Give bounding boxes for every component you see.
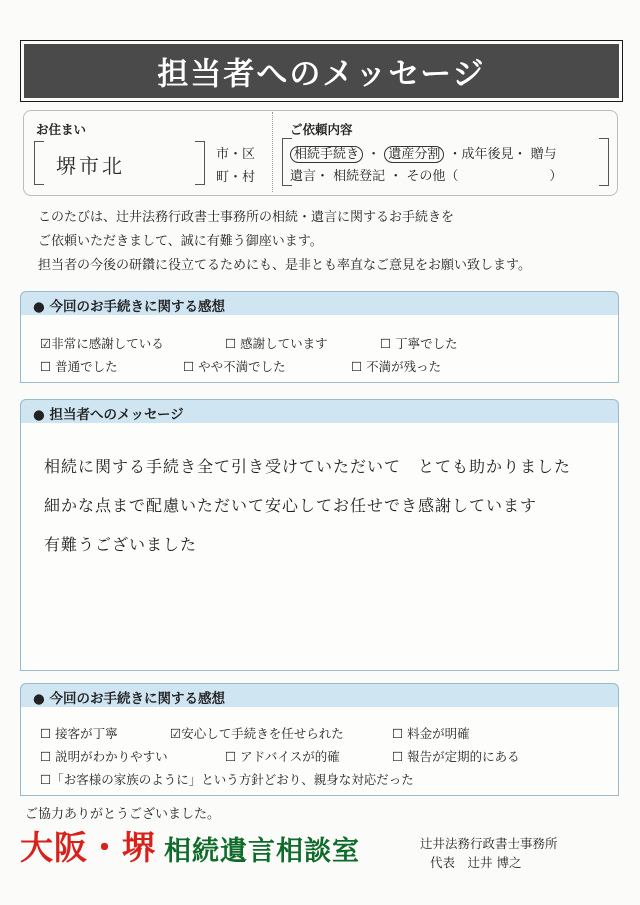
survey2-option-easy-explanation[interactable]: ☐ 説明がわかりやすい xyxy=(40,749,168,764)
intro-line-1: このたびは、辻井法務行政書士事務所の相続・遺言に関するお手続きを xyxy=(38,210,455,225)
survey2-heading: ● 今回のお手続きに関する感想 xyxy=(33,691,225,707)
survey1-option-polite[interactable]: ☐ 丁寧でした xyxy=(380,336,458,351)
message-heading: ● 担当者へのメッセージ xyxy=(33,407,184,423)
message-line-3: 有難うございました xyxy=(44,535,198,554)
survey2-option-regular-reports[interactable]: ☐ 報告が定期的にある xyxy=(392,749,520,764)
message-line-1: 相続に関する手続き全て引き受けていただいて とても助かりました xyxy=(44,457,572,476)
survey2-option-courteous[interactable]: ☐ 接客が丁寧 xyxy=(40,726,118,741)
request-item-inheritance: 相続手続き xyxy=(290,146,363,163)
address-value: 堺市北 xyxy=(56,154,125,178)
representative-name: 代表 辻井 博之 xyxy=(430,855,522,870)
request-items-rest: ・成年後見・ 贈与 xyxy=(448,147,557,162)
request-separator: ・ xyxy=(367,147,381,162)
office-name: 辻井法務行政書士事務所 xyxy=(420,836,558,851)
request-label: ご依頼内容 xyxy=(290,122,353,137)
request-bracket-right xyxy=(599,138,609,186)
survey1-option-dissatisfied[interactable]: ☐ 不満が残った xyxy=(351,359,442,374)
title-banner xyxy=(20,40,623,102)
survey1-option-very-grateful[interactable]: ☑非常に感謝している xyxy=(40,336,164,351)
brand-logo-red: 大阪・堺 xyxy=(20,828,156,867)
survey1-heading: ● 今回のお手続きに関する感想 xyxy=(33,299,225,315)
page-title: 担当者へのメッセージ xyxy=(157,56,486,93)
message-line-2: 細かな点まで配慮いただいて安心してお任せでき感謝しています xyxy=(44,496,538,515)
survey2-option-reassured[interactable]: ☑安心して手続きを任せられた xyxy=(170,726,344,741)
survey2-header xyxy=(20,683,619,708)
address-bracket-left xyxy=(34,141,44,185)
survey1-header xyxy=(20,291,619,316)
address-label: お住まい xyxy=(36,122,87,137)
intro-line-3: 担当者の今後の研鑽に役立てるためにも、是非とも率直なご意見をお願い致します。 xyxy=(38,258,531,273)
survey2-option-accurate-advice[interactable]: ☐ アドバイスが的確 xyxy=(225,749,340,764)
address-unit-town: 町・村 xyxy=(216,170,256,185)
survey1-option-normal[interactable]: ☐ 普通でした xyxy=(40,359,118,374)
survey1-option-grateful[interactable]: ☐ 感謝しています xyxy=(225,336,328,351)
address-unit-city: 市・区 xyxy=(216,147,256,162)
survey1-option-slightly-dissatisfied[interactable]: ☐ やや不満でした xyxy=(183,359,286,374)
message-header xyxy=(20,399,619,424)
address-bracket-right xyxy=(195,141,205,185)
request-item-estate-division: 遺産分割 xyxy=(384,146,444,163)
thanks-text: ご協力ありがとうございました。 xyxy=(25,807,221,822)
intro-line-2: ご依頼いただきまして、誠に有難う御座います。 xyxy=(38,234,323,249)
survey2-option-family-like[interactable]: ☐「お客様の家族のように」という方針どおり、親身な対応だった xyxy=(40,772,414,787)
request-line-1 xyxy=(290,143,557,162)
brand-logo-green: 相続遺言相談室 xyxy=(164,836,360,867)
info-divider xyxy=(272,112,273,192)
survey2-option-clear-fees[interactable]: ☐ 料金が明確 xyxy=(392,726,470,741)
request-line-2: 遺言・ 相続登記 ・ その他（ ） xyxy=(290,169,563,184)
